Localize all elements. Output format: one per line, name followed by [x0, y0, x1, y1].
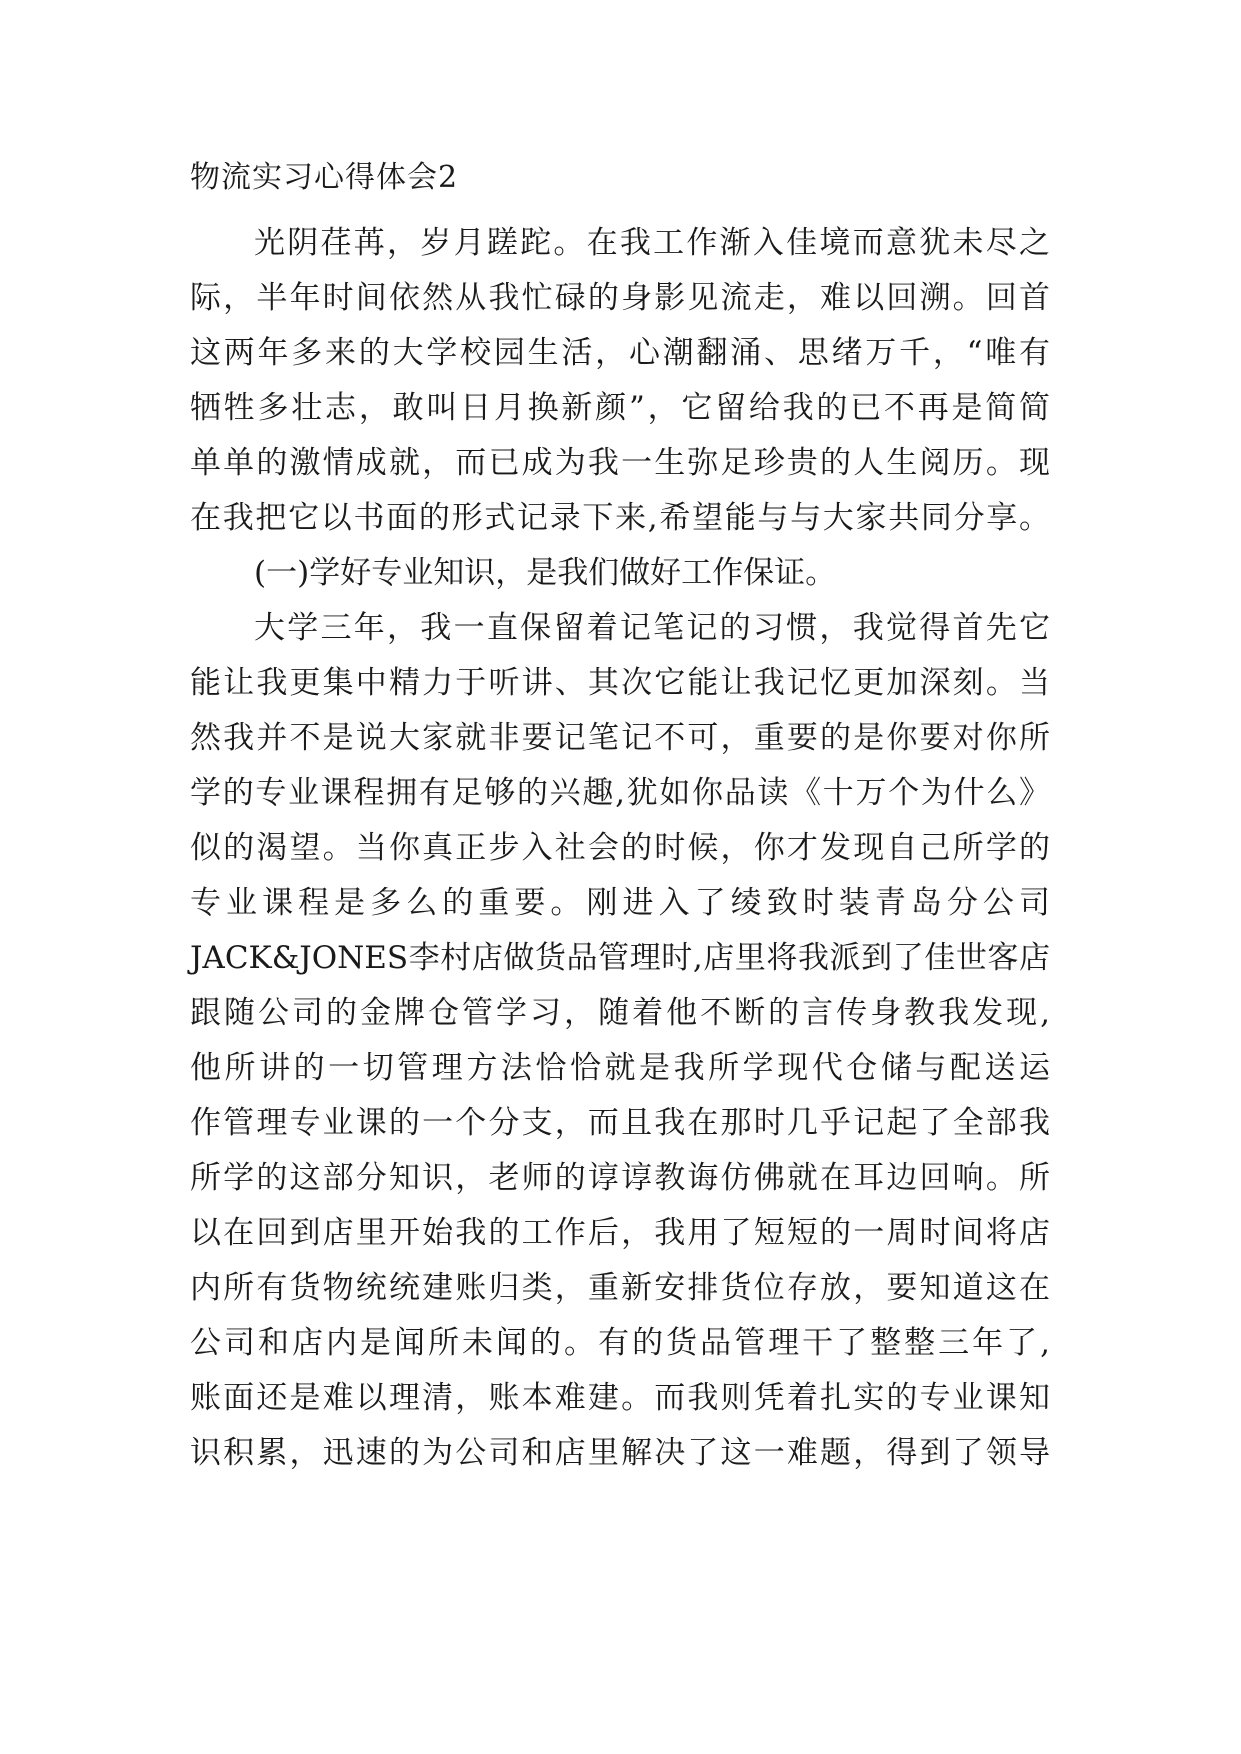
- paragraph-line: 他所讲的一切管理方法恰恰就是我所学现代仓储与配送运: [190, 1050, 1050, 1086]
- paragraph-line: 大学三年，我一直保留着记笔记的习惯，我觉得首先它: [254, 610, 1050, 646]
- paragraph-line: 在我把它以书面的形式记录下来,希望能与与大家共同分享。: [190, 500, 1050, 536]
- paragraph-line: JACK&JONES李村店做货品管理时,店里将我派到了佳世客店: [190, 940, 1050, 976]
- paragraph-line: 这两年多来的大学校园生活，心潮翻涌、思绪万千，“唯有: [190, 335, 1050, 371]
- paragraph-line: 识积累，迅速的为公司和店里解决了这一难题，得到了领导: [190, 1435, 1050, 1471]
- section-heading: (一)学好专业知识，是我们做好工作保证。: [254, 555, 837, 591]
- paragraph-line: 似的渴望。当你真正步入社会的时候，你才发现自己所学的: [190, 830, 1050, 866]
- paragraph-line: 际，半年时间依然从我忙碌的身影见流走，难以回溯。回首: [190, 280, 1050, 316]
- paragraph-line: 专业课程是多么的重要。刚进入了绫致时装青岛分公司: [190, 885, 1050, 921]
- paragraph-line: 光阴荏苒，岁月蹉跎。在我工作渐入佳境而意犹未尽之: [254, 225, 1050, 261]
- paragraph-line: 单单的激情成就，而已成为我一生弥足珍贵的人生阅历。现: [190, 445, 1050, 481]
- paragraph-line: 学的专业课程拥有足够的兴趣,犹如你品读《十万个为什么》: [190, 775, 1050, 811]
- document-title: 物流实习心得体会2: [190, 160, 459, 195]
- paragraph-line: 所学的这部分知识，老师的谆谆教诲仿佛就在耳边回响。所: [190, 1160, 1050, 1196]
- paragraph-line: 作管理专业课的一个分支，而且我在那时几乎记起了全部我: [190, 1105, 1050, 1141]
- paragraph-line: 内所有货物统统建账归类，重新安排货位存放，要知道这在: [190, 1270, 1050, 1306]
- paragraph-line: 公司和店内是闻所未闻的。有的货品管理干了整整三年了,: [190, 1325, 1050, 1361]
- paragraph-line: 然我并不是说大家就非要记笔记不可，重要的是你要对你所: [190, 720, 1050, 756]
- paragraph-line: 牺牲多壮志，敢叫日月换新颜”，它留给我的已不再是简简: [190, 390, 1050, 426]
- paragraph-line: 以在回到店里开始我的工作后，我用了短短的一周时间将店: [190, 1215, 1050, 1251]
- paragraph-line: 能让我更集中精力于听讲、其次它能让我记忆更加深刻。当: [190, 665, 1050, 701]
- paragraph-line: 跟随公司的金牌仓管学习，随着他不断的言传身教我发现,: [190, 995, 1050, 1031]
- paragraph-line: 账面还是难以理清，账本难建。而我则凭着扎实的专业课知: [190, 1380, 1050, 1416]
